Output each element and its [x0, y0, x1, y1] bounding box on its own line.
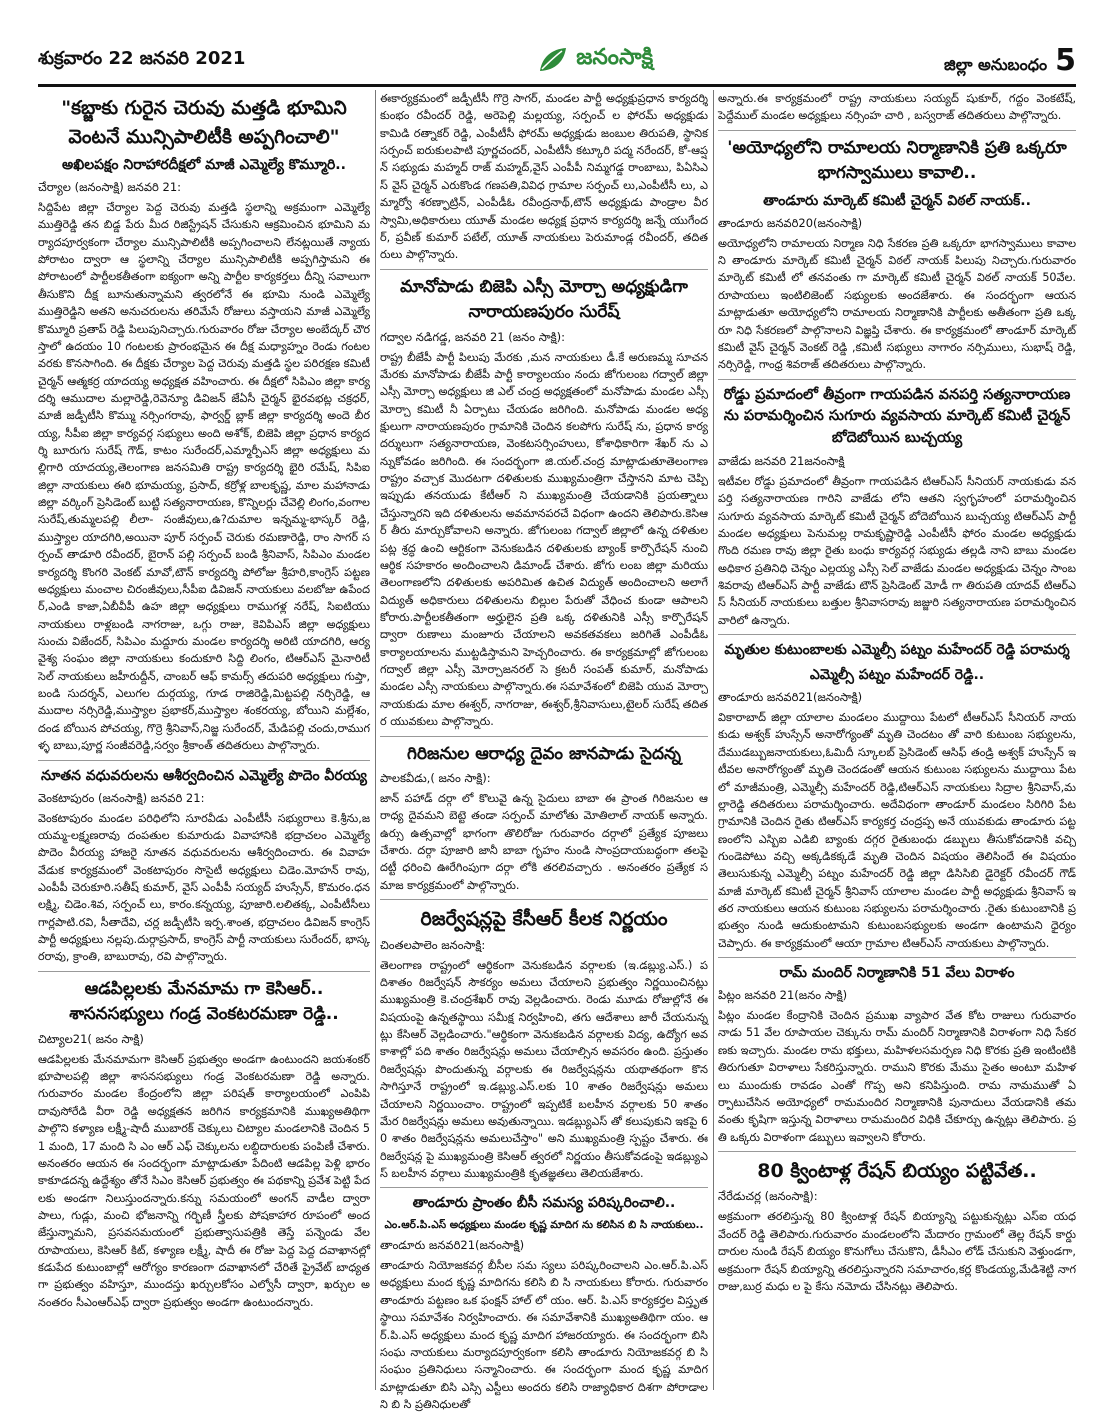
section-name: జిల్లా అనుబంధం — [944, 54, 1048, 74]
subheadline-bc-issues: ఎం.ఆర్.పి.ఎస్ అధ్యక్షులు మండల కృష్ణ మాదిగ ను కలిసిన బి సి నాయకులు.. — [384, 1219, 704, 1232]
dateline: చేర్యాల (జనంసాక్షి) జనవరి 21: — [38, 180, 182, 194]
newspaper-logo — [536, 45, 653, 75]
article-body: వికారాబాద్ జిల్లా యాలాల మండలం ముద్దాయి పేటలో టీఆర్ఎస్ సీనియర్ నాయకుడు అశ్వక్ హుస్సేన్ అనారోగ్యంతో మృతి చెందటం తో వారి కుటుంబ సభ్యులను,దేముడబ్బుజనాయకులు,ఓమిదీ స్కూలబ్ ప్రెసిడెంట్ ఆసిఫ్ తండ్రి అశ్వక్ హుస్సేన్ ఇటీవల అనారోగ్యంతో మృతి చెందడంతో ఆయన కుటుంబ సభ్యులను ముద్దాయి పేట లో మాజీమంత్రి, ఎమ్మెల్సీ మహేందర్ రెడ్డి,టిఆర్ఎస్ నాయకులు సిద్రాల శ్రీనివాస్,మల్లారెడ్డి తదితరులు పరామర్శించారు. అదేవిధంగా తాండూర్ మండలం సిరిగిరి పేట గ్రామానికి చెందిన రైతు టిఆర్ఎస్ కార్యకర్త చంద్రప్ప అనే యువకుడు తాండూరు పట్టణంలోని ఎస్బిఐ ఎడిబి బ్యాంకు దగ్గర రైతుబంధు డబ్బులు తీసుకోవడానికి వచ్చి గుండెపోటు వచ్చి అక్కడికక్కడే మృతి చెందిన విషయం తెలిసిందే ఈ విషయం తెలుసుకున్న ఎమ్మెల్సీ పట్నం మహేందర్ రెడ్డి జిల్లా డిసిసిబి డైరెక్టర్ రవీందర్ గౌడ్ మాజీ మార్కెట్ కమిటీ చైర్మన్ శ్రీనివాస్ యాలాల మండల పార్టీ అధ్యక్షుడు శ్రీనివాస్ ఇతర నాయకులు ఆయన కుటుంబ సభ్యులను పరామర్శించారు .రైతు కుటుంబానికి ప్రభుత్వం నుండి ఆదుకుంటామని కుటుంబసభ్యులకు అండగా ఉంటామని ధైర్యం చెప్పారు. ఈ కార్యక్రమంలో ఆయా గ్రామాల టిఆర్ఎస్ నాయకులు పాల్గొన్నారు. — [718, 711, 1076, 950]
subheadline-mlc-condolence: ఎమ్మెల్సీ పట్నం మహేందర్ రెడ్డి.. — [809, 667, 985, 684]
headline-ram-mandir-donation: రామ్ మందిర్ నిర్మాణానికి 51 వేలు విరాళం — [779, 965, 1015, 982]
article-body: రాష్ట్ర బీజేపీ పార్టీ పిలుపు మేరకు ,మన నాయకులు డీ.కే అరుణమ్మ సూచన మేరకు మానోపాడు బీజేపీ పార్టీ కార్యాలయం నందు జోగులంబ గద్వాల్ జిల్లా ఎస్సీ మోర్చా అధ్యక్షులు జి ఎల్ చంద్ర అధ్యక్షతంలో మనోపాడు మండల ఎస్సీ మోర్చా కమిటీ నీ ఏర్పాటు చేయడం జరిగింది. మనోపాడు మండల అధ్యక్షులుగా నారాయణపురం గ్రామానికి చెందిన కలపోగు సురేష్ ను, ప్రధాన కార్యదర్శులుగా సత్యనారాయణ, వెంకటసర్సింహులు, కోశాధికారిగా శేఖర్ ను ఎన్నుకోవడం జరిగింది. ఈ సందర్భంగా జి.యల్.చంద్ర మాట్లాడుతూతెలంగాణ రాష్ట్రం వచ్చాక మొదటగా దళితులకు ముఖ్యమంత్రిగా చేస్తానని మాట చెప్పి ఇప్పుడు తనయుడు కేటీఆర్ ని ముఖ్యమంత్రి చేయడానికి ప్రయత్నాలు చేస్తున్నారని ఇది దళితులను అవమానపరచే విధంగా ఉందని తెలిపారు.కెసిఆర్ తీరు మార్చుకోవాలని అన్నారు. జోగులంబ గద్వాల్ జిల్లాలో ఉన్న దళితుల పట్ల శ్రద్ధ ఉంచి ఆర్టికంగా వెనుకబడిన దళితులకు బ్యాంక్ కార్పొరేషన్ నుంచి ఆర్థిక సహకారం అందించాలని డిమాండ్ చేశారు. జోగు లంబ జిల్లా మరియు తెలంగాణలోని దళితులకు అపరిమిత ఉచిత విద్యుత్ అందించాలని అలాగే విద్యుత్ అధికారులు దళితులను బిల్లుల పేరుతో వేధించ కుండా ఆపాలని కోరారు.పార్టీలకతీతంగా అర్హులైన ప్రతి ఒక్క దళితునికి ఎస్సీ కార్పొరేషన్ ద్వారా రుణాలు మంజూరు చేయాలని అవకతవకలు జరిగితే ఎంపీడీఓ కార్యాలయాలను ముట్టడిస్తామని హెచ్చరించారు. ఈ కార్యక్రమాల్లో జోగులంబ గద్వాల్ జిల్లా ఎస్సీ మోర్చాజనరల్ సె క్రటరీ సంపత్ కుమార్, మనోపాడు మండల ఎస్సీ నాయకులు పాల్గొన్నారు.ఈ సమావేశంలో బిజెపి యువ మోర్చా నాయకుడు మాల ఈశ్వర్, నాగరాజు, ఈశ్వర్,శ్రీనివాసులు,టైలర్ సురేష్ తదితర యువకులు పాల్గొన్నారు. — [380, 350, 708, 729]
article-body: పిట్లం మండల కేంద్రానికి చెందిన ప్రముఖ వ్యాపార వేత కోట రాజులు గురువారం నాడు 51 వేల రూపాయల చెక్కును రామ్ మందిర్ నిర్మాణానికి విరాళంగా నిధి సేకరణకు ఇచ్చారు. మండల రామ భక్తులు, మహిళలసమర్పణ నిధి కొరకు ప్రతి ఇంటింటికి తిరుగుతూ విరాళాలు సేకరిస్తున్నారు. రాముని కొరకు మేము సైతం అంటూ మహిళలు ముందుకు రావడం ఎంతో గొప్ప అని కనిపిస్తుంది. రామ నామముతో ఏర్పాటుచేసిన అయోధ్యలో రామమందిర నిర్మాణానికి పునాదులు వేయడానికి తమవంతు కృషిగా ఇస్తున్న విరాళాలు రామమందిర విధికి చేకూర్చు ఉన్నట్లు తెలిపారు. ప్రతి ఒక్కరు విరాళంగా డబ్బులు ఇవ్వాలని కోరారు. — [718, 1009, 1076, 1144]
headline-reservations: రిజర్వేషన్లపై కేసీఆర్ కీలక నిర్ణయం — [420, 908, 668, 931]
column-divider — [375, 90, 376, 1390]
article-divider — [718, 379, 1076, 380]
article-body: అక్రమంగా తరలిస్తున్న 80 క్వింటాళ్ల రేషన్ బియ్యాన్ని పట్టుకున్నట్లు ఎస్ఐ యధ వేందర్ రెడ్డి తెలిపారు.గురువారం మండలంలోని మేదారం గ్రామంలో తెల్ల రేషన్ కార్డు దారుల నుండి రేషన్ బియ్యం కొనుగోలు చేసుకొని, డీసీఎం లోడ్ చేసుకుని వెళ్తుండగా,అక్రమంగా రేషన్ బియ్యాన్ని తరలిస్తున్నారని సమాచారం,కర్ల కొండయ్య,మేడిశెట్టి నాగరాజు,బుర్ర మధు ల పై కేసు నమోదు చేసినట్లు తెలిపారు. — [718, 1210, 1076, 1293]
dateline: గద్వాల నడిగడ్డ, జనవరి 21 (జనం సాక్షి): — [380, 329, 565, 344]
dateline: వాజేడు జనవరి 21జనంసాక్షి — [718, 453, 845, 468]
article-divider — [718, 1151, 1076, 1152]
dateline: పిట్లం జనవరి 21(జనం సాక్షి) — [718, 988, 848, 1003]
headline-kcr-uncle: ఆడపిల్లలకు మేనమామ గా కెసిఆర్.. శాసనసభ్యులు గండ్ర వెంకటరమణా రెడ్డి.. — [69, 978, 339, 1025]
column-right — [718, 90, 1076, 1400]
article-body-continued: అన్నారు.ఈ కార్యక్రమంలో రాష్ట్ర నాయకులు సయ్యద్ షుకూర్, గద్దం వెంకటేష్,పెద్దేముల్ మండల అధ్యక్షులు నర్సింహ చారి , బస్వరాజ్ తదితరులు పాల్గొన్నారు. — [718, 92, 1076, 123]
dateline: తాండూరు జనవరి21(జనంసాక్షి) — [718, 690, 863, 705]
dateline: చిట్యాల21( జనం సాక్షి) — [38, 1031, 144, 1046]
newspaper-logo-text: జనంసాక్షి — [576, 45, 654, 70]
article-body: తెలంగాణ రాష్ట్రంలో ఆర్థికంగా వెనుకబడిన వర్గాలకు (ఇ.డబ్ల్యు.ఎస్.) పదిశాతం రిజర్వేషన్ సౌకర్యం అమలు చేయాలని ప్రభుత్వం నిర్ణయించినట్లు ముఖ్యమంత్రి కె.చంద్రశేఖర్ రావు వెల్లడించారు. రెండు మూడు రోజుల్లోనే ఈ విషయంపై ఉన్నతస్థాయి సమీక్ష నిర్వహించి, తగు ఆదేశాలు జారీ చేయనున్నట్లు కేసిఆర్ వెల్లడించారు."ఆర్థికంగా వెనుకబడిన వర్గాలకు విద్య, ఉద్యోగ అవకాశాల్లో పది శాతం రిజర్వేషన్లు అమలు చేయాల్సిన అవసరం ఉంది. ప్రస్తుతం రిజర్వేషన్లు పొందుతున్న వర్గాలకు ఈ రిజర్వేషన్లను యథాతథంగా కొనసాగిస్తూనే రాష్ట్రంలో ఇ.డబ్ల్యు.ఎస్.లకు 10 శాతం రిజర్వేషన్లు అమలు చేయాలని నిర్ణయించాం. రాష్ట్రంలో ఇప్పటికే బలహీన వర్గాలకు 50 శాతం మేర రిజర్వేషన్లు అమలు అవుతున్నాయి. ఇడబ్ల్యుఎస్ తో కలుపుకుని ఇకపై 60 శాతం రిజర్వేషన్లను అమలుచేస్తాం" అని ముఖ్యమంత్రి స్పష్టం చేశారు. ఈ రిజర్వేషన్ల పై ముఖ్యమంత్రి కెసిఆర్ త్వరలో నిర్ణయం తీసుకోవడంపై ఇడబ్ల్యుఎస్ బలహీన వర్గాలు ముఖ్యమంత్రికి కృతజ్ఞతలు తెలియజేశారు. — [380, 958, 708, 1180]
leaf-emblem-icon — [536, 45, 570, 75]
article-body: ఆడపిల్లలకు మేనమామగా కెసిఆర్ ప్రభుత్వం అండగా ఉంటుందని జయశంకర్ భూపాలపల్లి జిల్లా శాసనసభ్యులు గండ్ర వెంకటరమణా రెడ్డి అన్నారు. గురువారం మండల కేంద్రంలోని జిల్లా పరిషత్ కార్యాలయంలో ఎంపిపి దావుసోరేడి వీరా రెడ్డి అధ్యక్షతన జరిగిన కార్యక్రమానికి ముఖ్యఅతిథిగా పాల్గొని కళ్యాణ లక్ష్మీ-షాదీ ముబారక్ చెక్కులు చిట్యాల మండలానికి చెందిన 51 మంది, 17 మంది సి ఎం ఆర్ ఎఫ్ చెక్కులను లబ్ధిదారులకు పంపిణీ చేశారు. అనంతరం ఆయన ఈ సందర్భంగా మాట్లాడుతూ పేదింటి ఆడపిల్ల పెళ్లి భారం కాకూడదన్న ఉద్దేశ్యం తోనే సిఎం కెసిఆర్ ప్రభుత్వం ఈ పథకాన్ని ప్రవేశ పెట్టి పేదలకు అండగా నిలుస్తుందన్నారు.కన్ను సమయంలో అంగన్ వాడీల ద్వారా పాలు, గుడ్లు, మంచి భోజనాన్ని గర్భిణీ స్త్రీలకు పోషకాహార రూపంలో అందజేస్తున్నామని, ప్రసవసమయంలో ప్రభుత్వాసుపత్రికి తెస్తే పన్నెండు వేల రూపాయలు, కెసిఆర్ కిట్, కళ్యాణ లక్ష్మీ, షాదీ ఈ రోజు పెద్ద పెద్ద దవాఖానల్లో కడుపేద కుటుంబాల్లో ఆరోగ్యం కారణంగా దవాఖానలో చేరితే ప్రైవేట్ బాధ్యతగా ప్రభుత్వం వహిస్తూ, ముందస్తు ఖర్చులకోసం ఎల్వోసీ ద్వారా, ఖర్చుల అనంతరం సీఎంఆర్ఎఫ్ ద్వారా ప్రభుత్వం అండగా ఉంటుందన్నారు. — [38, 1052, 370, 1309]
article-divider — [380, 1187, 708, 1188]
article-divider — [380, 736, 708, 737]
article-divider — [380, 269, 708, 270]
article-divider — [38, 971, 370, 972]
headline-newlyweds-blessing: నూతన వధువరులను ఆశీర్వదించిన ఎమ్మెల్యే పొదెం వీరయ్య — [41, 767, 367, 784]
dateline: పాలకవీడు,( జనం సాక్షి): — [380, 771, 491, 785]
headline-lake-encroachment: "కబ్జాకు గురైన చెరువు మత్తడి భూమిని వెంటనే మున్సిపాలిటీకి అప్పగించాలి" — [61, 97, 347, 148]
headline-bc-issues: తాండూరు ప్రాంతం బీసీ సమస్య పరిష్కరించాలి.. — [412, 1195, 676, 1212]
article-body: అయోధ్యలోని రామాలయ నిర్మాణ నిధి సేకరణ ప్రతి ఒక్కరూ భాగస్వాములు కావాలని తాండూరు మార్కెట్ కమిటీ చైర్మన్ విఠల్ నాయక్ పిలుపు నిచ్చారు.గురువారం మార్కెట్ కమిటీ లో తనవంతు గా మార్కెట్ కమిటీ చైర్మన్ విఠల్ నాయక్ 50వేల.రూపాయలు ఇంటిలిజెంట్ సభ్యులకు అందజేశారు. ఈ సందర్భంగా ఆయన మాట్లాడుతూ అయోధ్యలోని రామాలయ నిర్మాణానికి పార్టీలకు అతీతంగా ప్రతి ఒక్కరూ నిధి సేకరణలో పాల్గొనాలని విజ్ఞప్తి చేశారు. ఈ కార్యక్రమంలో తాండూర్ మార్కెట్ కమిటీ వైస్ చైర్మన్ వెంకట్ రెడ్డి ,కమిటీ సభ్యులు నాగారం నర్సిములు, సుభాష్ రెడ్డి, నర్సిరెడ్డి, గాంధ్ర శివరాజ్ తదితరులు పాల్గొన్నారు. — [718, 236, 1076, 372]
column-middle — [380, 90, 708, 1411]
headline-ayodhya-temple: 'అయోధ్యలోని రామాలయ నిర్మాణానికి ప్రతి ఒక్కరూ భాగస్వాములు కావాలి.. — [727, 137, 1067, 184]
headline-bjp-sc-morcha: మానోపాడు బిజెపి ఎస్సీ మోర్చా అధ్యక్షుడిగా నారాయణపురం సురేష్ — [400, 276, 688, 323]
article-body: వెంకటాపురం మండల పరిధిలోని సూరవీడు ఎంపీటీసీ సభ్యురాలు కె.శ్రీను,జయమ్మ-లక్ష్మణరావు దంపతుల కుమారుడు వివాహానికి భద్రాచలం ఎమ్మెల్యే పొదెం వీరయ్య హాజరై నూతన వధువరులను ఆశీర్వదించారు. ఈ వివాహ వేడుక కార్యక్రమంలో వెంకటాపురం సొసైటీ అధ్యక్షులు చిడెం.మోహన్ రావు, ఎంపీపీ చెరుకూరి.సతీష్ కుమార్, వైస్ ఎంపీపీ సయ్యద్ హుస్సేన్, కొమరం.ధనలక్ష్మి, చిడెం.శివ, సర్పంచ్ లు, కారం.కన్నయ్య, పూజారి.లలితక్క, ఎంపీటీసీలు గార్లపాటి.రవి, సీతాదేవి, చర్ల జడ్పీటీసి ఇర్ప.శాంత, భద్రాచలం డివిజన్ కాంగ్రెస్ పార్టీ అధ్యక్షులు నల్లపు.దుర్గాప్రసాద్, కాంగ్రెస్ పార్టీ నాయకులు సురేందర్, భాస్కరరావు, క్రాంతి, బాబురావు, రవి పాల్గొన్నారు. — [38, 811, 370, 964]
dateline: చింతలపాలెం జనంసాక్షి: — [380, 937, 486, 952]
article-divider — [718, 634, 1076, 635]
article-divider — [38, 760, 370, 761]
subheadline-ayodhya-temple: తాండూరు మార్కెట్ కమిటీ చైర్మన్ విఠల్ నాయక్.. — [763, 192, 1031, 209]
column-divider — [713, 90, 714, 1390]
subheadline-lake-encroachment: అఖిలపక్షం నిరాహారదీక్షలో మాజీ ఎమ్మెల్యే కొమ్మూరి.. — [62, 157, 346, 173]
page-info — [944, 43, 1076, 78]
article-divider — [718, 957, 1076, 958]
masthead — [38, 38, 1076, 82]
headline-tribal-deity: గిరిజనుల ఆరాధ్య దైవం జానపాడు సైదన్న — [407, 743, 681, 764]
article-body-continued: ఈకార్యక్రమంలో జడ్పీటీసీ గొర్రె సాగర్, మండల పార్టీ అధ్యక్షుప్రధాన కార్యదర్శి కుంభం రవీందర్ రెడ్డి, అరెపెల్లి మల్లయ్య, సర్పంచ్ ల ఫోరమ్ అధ్యక్షుడు కామిడి రత్నాకర్ రెడ్డి, ఎంపీటీసీ ఫోరమ్ అధ్యక్షుడు జంబుల తిరుపతి, స్థానిక సర్పంచ్ ఐరుకులపాటి పూర్ణచందర్, ఎంపీటీసీ కట్కూరి పద్మ నరేందర్, కో-ఆప్షన్ సభ్యుడు మహ్మద్ రాజ్ మహ్మద్,వైస్ ఎంపీపీ నిమ్మగడ్డ రాంబాబు, పిఏసిఎస్ వైస్ చైర్మన్ ఎరుకొండ గణపతి,వివిధ గ్రామాల సర్పంచ్ లు,ఎంపీటీసీ లు, ఎమ్మార్వో శరణ్ఫాట్రిన్, ఎంపీడీఓ రవీంద్రనాథ్,టౌన్ అధ్యక్షుడు పాండ్రాల వీరస్వామి,అధికారులు యూత్ మండల అధ్యక్ష ప్రధాన కార్యదర్శి జన్నే యుగేందర్, ప్రవీణ్ కుమార్ పటేల్, యూత్ నాయకులు పెరుమాండ్ల రవీందర్, తదితరులు పాల్గొన్నారు. — [380, 92, 708, 262]
headline-ration-rice-seizure: 80 క్వింటాళ్ల రేషన్ బియ్యం పట్టివేత.. — [757, 1159, 1037, 1182]
article-body: తాండూరు నియోజకవర్గ బీసీల సమ స్యలు పరిష్కరించాలని ఎం.ఆర్.పి.ఎస్ అధ్యక్షులు మంద కృష్ణ మాదిగను కలిసి బి సి నాయకులు కోరారు. గురువారం తాండూరు పట్టణం ఒక ఫంక్షన్ హాల్ లో యం. ఆర్. పి.ఎస్ కార్యకర్తల విస్తృత స్థాయి సమావేశం నిర్వహించారు. ఈ సమావేశానికి ముఖ్యఅతిథిగా యం. ఆర్.పి.ఎస్ అధ్యక్షులు మంద కృష్ణ మాదిగ హాజరయ్యారు. ఈ సందర్భంగా బిసి సంఘ నాయకులు మర్యాదపూర్వకంగా కలిసి తాండూరు నియోజకవర్గ బి సి సంఘం ప్రతినిధులు సన్మానించారు. ఈ సందర్భంగా మంద కృష్ణ మాదిగ మాట్లాడుతూ బిసి ఎస్సి ఎస్టీలు అందరు కలిసి రాజ్యాధికార దిశగా పోరాడాలని బి సి ప్రతినిధులతో — [380, 1259, 708, 1411]
column-left — [38, 90, 370, 1400]
dateline: తాండూరు జనవరి21(జనంసాక్షి) — [380, 1238, 525, 1253]
article-body: సిద్దిపేట జిల్లా చేర్యాల పెద్ద చెరువు మత్తడి స్థలాన్ని అక్రమంగా ఎమ్మెల్యే ముత్తిరెడ్డి తన బిడ్డ పేరు మీద రిజిస్ట్రేషన్ చేసుకుని ఆక్రమించిన భూమిని మర్యాదపూర్వకంగా చేర్యాల మున్సిపాలిటీకి అప్పగించాలని లేనట్లయితే న్యాయ పోరాటం ద్వారా ఆ స్థలాన్ని చేర్యాల మున్సిపాలిటీకి అప్పగిస్తామని ఈ పోరాటంలో పార్టీలకతీతంగా ఐక్యంగా అన్ని పార్టీల కార్యకర్తలు దీన్ని సవాలుగా తీసుకొని దీక్ష బూనుతున్నామని త్వరలోనే ఈ భూమి నుండి ఎమ్మెల్యే ముత్తిరెడ్డిని అతని అనుచరులను తరిమేసే రోజులు వస్తాయని మాజీ ఎమ్మెల్యే కొమ్మూరి ప్రతాప్ రెడ్డి పిలుపునిచ్చారు.గురువారం రోజు చేర్యాల అంబేద్కర్ చౌరస్తాలో ఉదయం 10 గంటలకు ప్రారంభమైన ఈ దీక్ష మధ్యాహ్నం రెండు గంటల వరకు కొనసాగింది. ఈ దీక్షకు చేర్యాల పెద్ద చెరువు మత్తడి స్థల పరిరక్షణ కమిటీ చైర్మన్ ఆత్మకర్ర యాదయ్య అధ్యక్షత వహించారు. ఈ దీక్షలో సిపిఎం జిల్లా కార్యదర్శి ఆముదాల మల్లారెడ్డి,రెవెన్యూ డివిజన్ జేఏసీ చైర్మన్ భైరవభట్ల చక్రధర్,మాజీ జడ్పీటీసి కొమ్ము నర్సింగరావు, ఫార్వర్డ్ బ్లాక్ జిల్లా కార్యదర్శి అందె బీరయ్య, సీపీఐ జిల్లా కార్యవర్గ సభ్యులు అంది అశోక్, బిజెపి జిల్లా ప్రధాన కార్యదర్శి బూరుగు సురేష్ గౌడ్, కాటం సురేందర్,ఎమ్మార్పీఎస్ జిల్లా అధ్యక్షులు మల్లిగారి యాదయ్య,తెలంగాణ జనసమితి రాష్ట్ర కార్యదర్శి భైరి రమేష్, సిపిఐ జిల్లా నాయకులు ఈరి భూమయ్య, ప్రసాద్, కర్రోళ్ల బాలకృష్ణ, మాల మహానాడు జిల్లా వర్కింగ్ ప్రెసిడెంట్ బుట్టి సత్యనారాయణ, కొన్నిలర్లు చేవెల్లి లింగం,వంగాల సురేష్,తుమ్మలపల్లి లీలా- సంజీవులు,ఉ?దుమాల ఇన్నమ్మ-భాస్కర్ రెడ్డి, ముస్త్యాల యాదగిరి,అయినా పూర్ సర్పంచ్ చెరుకు రమణారెడ్డి, రాం సాగర్ సర్పంచ్ తాడూరి రవీందర్, బైరాన్ పల్లి సర్పంచ్ బండి శ్రీనివాస్, సిపిఎం మండల కార్యదర్శి కొంగరి వెంకట్ మావో,టౌన్ కార్యదర్శి పోలోజు శ్రీహరి,కాంగ్రెస్ పట్టణ అధ్యక్షులు మంచాల చిరంజీవులు,సీపీఐ డివిజన్ నాయకులు వలబోజు ఉపేందర్,ఎండి కాజా,ఏబీవీపీ ఉహ జిల్లా అధ్యక్షులు రాముగళ్ల నరేష్, సిఐటియు నాయకులు రాళ్లబండి నాగరాజు, ఒగ్గు రాజు, కెవిపిఎస్ జిల్లా అధ్యక్షులు సుంచు విజేందర్, సిపిఎం మద్దూరు మండల కార్యదర్శి అరిటి యాదగిరి, ఆర్యవైశ్య సంఘం జిల్లా నాయకులు కందుకూరి సిద్ది లింగం, టిఆర్ఎస్ మైనారిటీ సెల్ నాయకులు జహీరుద్దీన్, చాంబర్ ఆఫ్ కామర్స్ తదుపరి అధ్యక్షులు గుప్తా, బండి సుదర్శన్, ఎలుగల దుర్గయ్య, గూడ రాజిరెడ్డి,మిట్టపల్లి నర్సిరెడ్డి, ఆముదాల నర్సిరెడ్డి,ముస్త్యాల ప్రభాకర్,ముస్త్యాల శంకరయ్య, బోయిని మల్లేశం,దండ బోయిన పోచయ్య, గొర్రె శ్రీనివాస్,నిజ్జ సురేందర్, మేడిపల్లి చందు,రాముగళ్ళ బాబు,పూర్ణ సంజీవరెడ్డి,సర్వం శ్రీకాంత్ తదితరులు పాల్గొన్నారు. — [38, 201, 370, 753]
page-number: 5 — [1055, 42, 1076, 78]
headline-mlc-condolence: మృతుల కుటుంబాలకు ఎమ్మెల్సీ పట్నం మహేందర్ రెడ్డి పరామర్శ — [724, 642, 1070, 659]
article-divider — [718, 130, 1076, 131]
dateline: నేరేడుచర్ల (జనంసాక్షి): — [718, 1189, 818, 1204]
issue-date: శుక్రవారం 22 జనవరి 2021 — [38, 47, 246, 69]
article-divider — [380, 899, 708, 900]
article-body: ఇటీవల రోడ్డు ప్రమాదంలో తీవ్రంగా గాయపడిన టిఆర్ఎస్ సీనియర్ నాయకుడు వనపర్తి సత్యనారాయణ గారిని వాజేడు లోని ఆతని స్వగృహంలో పరామర్శించిన సుగూరు వ్యవసాయ మార్కెట్ కమిటీ చైర్మన్ బోదెబోయిన బుచ్చయ్య టిఆర్ఎస్ పార్టీ మండల అధ్యక్షులు పెనుమల్ల రామకృష్ణారెడ్డి ఎంపీటీసీ ఫోరం మండల అధ్యక్షుడు గొంది రమణ రావు జిల్లా రైతు బంధు కార్యవర్గ సభ్యుడు తల్లడి నాని బాబు మండల అధికార ప్రతినిధి చెన్నం ఎల్లయ్య ఎస్సీ సెల్ వాజేడు మండల అధ్యక్షుడు చెన్నం సాంబశివరావు టిఆర్ఎస్ పార్టీ వాజేడు టౌన్ ప్రెసిడెంట్ మోడీ గా తిరుపతి యాదవ్ టిఆర్ఎస్ సీనియర్ నాయకులు బత్తుల శ్రీనివాసరావు జజ్జురి సత్యనారాయణ పరామర్శించిన వారిలో ఉన్నారు. — [718, 474, 1076, 627]
dateline: వెంకటాపురం (జనంసాక్షి) జనవరి 21: — [38, 790, 205, 805]
article-body: జాన్ పహాడ్ దర్గా లో కొలువై ఉన్న సైదులు బాబా ఈ ప్రాంత గిరిజనుల ఆరాధ్య దైవమని బెట్టె తండా సర్పంచ్ మాలోతు మోతిలాల్ నాయక్ అన్నారు. ఉర్సు ఉత్సవాల్లో భాగంగా తొలిరోజు గురువారం దర్గాలో ప్రత్యేక పూజలు చేశారు. దర్గా పూజారి జానీ బాబా గృహం నుండి సాంప్రదాయబద్ధంగా తలపై దట్టీ ధరించి ఊరేగింపుగా దర్గా లోకి తరలివచ్చారు . అనంతరం ప్రత్యేక సమాజ కార్యక్రమంలో పాల్గొన్నారు. — [380, 792, 708, 892]
headline-road-accident-visit: రోడ్డు ప్రమాదంలో తీవ్రంగా గాయపడిన వనపర్తి సత్యనారాయణ ను పరామర్శించిన సుగూరు వ్యవసాయ మార్కెట్ కమిటీ చైర్మన్ బోదెబోయిన బుచ్చయ్య — [718, 385, 1076, 450]
masthead-rule — [38, 84, 1076, 87]
dateline: తాండూరు జనవరి20(జనంసాక్షి) — [718, 215, 863, 230]
